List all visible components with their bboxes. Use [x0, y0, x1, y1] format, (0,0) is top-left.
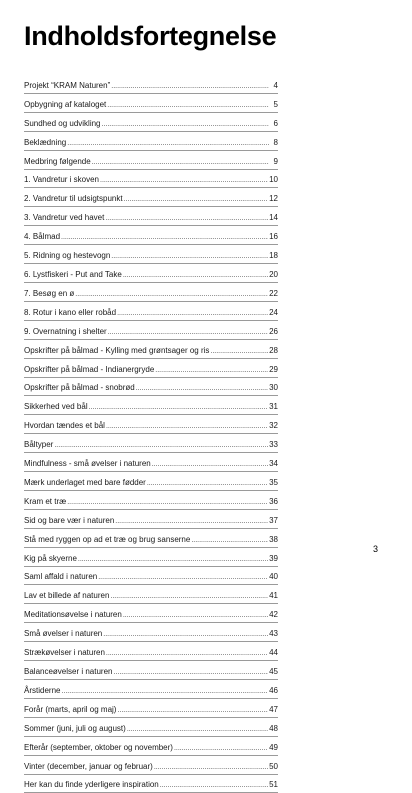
toc-entry: [24, 113, 278, 132]
toc-leader-dots: [191, 536, 268, 545]
toc-entry-label: Meditationsøvelse i naturen: [24, 610, 122, 620]
toc-leader-dots: [78, 555, 268, 564]
toc-entry-page: 9: [273, 156, 278, 166]
toc-entry-label: Stå med ryggen op ad et træ og brug sanserne: [24, 534, 191, 544]
toc-leader-dots: [154, 763, 268, 772]
toc-entry: [24, 775, 278, 793]
toc-entry-page: 50: [269, 761, 278, 771]
toc-entry-page: 46: [269, 685, 278, 695]
toc-entry-page: 20: [269, 269, 278, 279]
toc-entry-page: 8: [273, 137, 278, 147]
toc-entry-page: 44: [269, 648, 278, 658]
toc-entry-page: 14: [269, 213, 278, 223]
toc-entry-page: 33: [269, 440, 278, 450]
toc-entry-label: Projekt “KRAM Naturen”: [24, 80, 111, 90]
toc-leader-dots: [123, 271, 268, 280]
toc-entry: [24, 472, 278, 491]
toc-leader-dots: [106, 422, 268, 431]
page-number: 3: [373, 544, 379, 554]
toc-entry-page: 34: [269, 459, 278, 469]
toc-entry-label: Opskrifter på bålmad - snobrød: [24, 383, 135, 393]
toc-entry: [24, 132, 278, 151]
toc-entry: [24, 434, 278, 453]
toc-entry: [24, 585, 278, 604]
toc-entry-label: 7. Besøg en ø: [24, 288, 75, 298]
toc-leader-dots: [100, 176, 268, 185]
toc-entry: [24, 567, 278, 586]
toc-entry-label: Medbring følgende: [24, 156, 91, 166]
toc-entry: [24, 453, 278, 472]
toc-entry-page: 10: [269, 175, 278, 185]
toc-entry: [24, 340, 278, 359]
toc-entry: [24, 264, 278, 283]
toc-entry-page: 22: [269, 288, 278, 298]
toc-entry: [24, 359, 278, 378]
toc-entry-page: 26: [269, 326, 278, 336]
toc-entry-page: 41: [269, 591, 278, 601]
toc-entry: [24, 642, 278, 661]
toc-entry-label: 8. Rotur i kano eller robåd: [24, 307, 117, 317]
toc-entry: [24, 699, 278, 718]
toc-entry-label: 9. Overnatning i shelter: [24, 326, 107, 336]
toc-entry-page: 31: [269, 402, 278, 412]
toc-entry-label: Små øvelser i naturen: [24, 629, 103, 639]
toc-leader-dots: [61, 687, 268, 696]
toc-entry-label: Balanceøvelser i naturen: [24, 667, 113, 676]
toc-leader-dots: [124, 195, 269, 204]
toc-entry-label: Opbygning af kataloget: [24, 99, 107, 109]
toc-entry: [24, 245, 278, 264]
toc-leader-dots: [61, 233, 268, 242]
toc-entry-page: 24: [269, 307, 278, 317]
toc-leader-dots: [67, 498, 268, 507]
toc-entry-label: Båltyper: [24, 440, 54, 450]
toc-entry-label: Sid og bare vær i naturen: [24, 515, 115, 525]
toc-leader-dots: [105, 214, 268, 223]
toc-entry-page: 47: [269, 704, 278, 714]
toc-entry: [24, 378, 278, 397]
toc-entry-label: 2. Vandretur til udsigtspunkt: [24, 194, 123, 204]
toc-entry-page: 43: [269, 629, 278, 639]
toc-entry: [24, 680, 278, 699]
toc-leader-dots: [155, 366, 268, 375]
toc-entry-page: 29: [269, 364, 278, 374]
toc-leader-dots: [117, 309, 268, 318]
toc-leader-dots: [98, 573, 268, 582]
toc-leader-dots: [110, 592, 268, 601]
toc-entry-label: Lav et billede af naturen: [24, 591, 110, 601]
table-of-contents: [24, 75, 278, 793]
toc-entry: [24, 207, 278, 226]
toc-entry-page: 5: [273, 99, 278, 109]
toc-entry: [24, 491, 278, 510]
toc-leader-dots: [107, 101, 269, 110]
toc-entry-page: 38: [269, 534, 278, 544]
toc-entry-page: 51: [269, 780, 278, 790]
toc-leader-dots: [92, 158, 269, 167]
toc-entry-page: 35: [269, 477, 278, 487]
toc-entry: [24, 226, 278, 245]
toc-leader-dots: [102, 120, 269, 129]
toc-entry: [24, 188, 278, 207]
toc-leader-dots: [136, 384, 268, 393]
toc-entry-page: 48: [269, 723, 278, 733]
page-title: Indholdsfortegnelse: [24, 21, 277, 51]
toc-entry-page: 45: [269, 667, 278, 676]
toc-leader-dots: [123, 611, 268, 620]
toc-entry: [24, 170, 278, 189]
toc-leader-dots: [160, 781, 268, 790]
toc-entry-page: 12: [269, 194, 278, 204]
toc-entry-page: 40: [269, 572, 278, 582]
toc-leader-dots: [115, 517, 268, 526]
toc-leader-dots: [103, 630, 268, 639]
toc-leader-dots: [67, 139, 269, 148]
toc-entry-page: 6: [273, 118, 278, 128]
toc-entry: [24, 510, 278, 529]
toc-entry: [24, 415, 278, 434]
toc-entry-page: 16: [269, 232, 278, 242]
toc-entry-page: 49: [269, 742, 278, 752]
toc-entry: [24, 756, 278, 775]
toc-leader-dots: [111, 252, 268, 261]
toc-leader-dots: [147, 479, 268, 488]
toc-entry-label: Vinter (december, januar og februar): [24, 761, 153, 771]
toc-entry-label: Hvordan tændes et bål: [24, 421, 105, 431]
toc-leader-dots: [75, 290, 268, 299]
toc-entry-label: Kram et træ: [24, 496, 67, 506]
toc-entry-page: 18: [269, 251, 278, 261]
toc-leader-dots: [152, 460, 268, 469]
toc-entry: [24, 718, 278, 737]
toc-entry-label: Opskrifter på bålmad - Kylling med grøntsager og ris: [24, 345, 210, 355]
toc-entry: [24, 321, 278, 340]
toc-entry-label: 5. Ridning og hestevogn: [24, 251, 111, 261]
toc-entry: [24, 661, 278, 680]
toc-entry-label: Mærk underlaget med bare fødder: [24, 477, 146, 487]
toc-entry-label: Efterår (september, oktober og november): [24, 742, 173, 752]
toc-entry-page: 39: [269, 553, 278, 563]
toc-entry-label: Forår (marts, april og maj): [24, 704, 117, 714]
toc-leader-dots: [54, 441, 268, 450]
toc-entry-page: 42: [269, 610, 278, 620]
toc-entry-page: 28: [269, 345, 278, 355]
toc-entry-label: Opskrifter på bålmad - Indianergryde: [24, 364, 155, 374]
toc-leader-dots: [111, 82, 269, 91]
toc-leader-dots: [127, 725, 268, 734]
toc-entry-label: 3. Vandretur ved havet: [24, 213, 105, 223]
toc-entry-page: 36: [269, 496, 278, 506]
toc-entry: [24, 75, 278, 94]
toc-leader-dots: [174, 744, 268, 753]
toc-entry: [24, 623, 278, 642]
toc-entry: [24, 151, 278, 170]
toc-entry: [24, 604, 278, 623]
toc-leader-dots: [114, 668, 269, 677]
toc-entry-label: Årstiderne: [24, 685, 61, 695]
toc-leader-dots: [89, 403, 269, 412]
toc-entry-label: Sikkerhed ved bål: [24, 402, 88, 412]
toc-leader-dots: [210, 347, 268, 356]
toc-entry-label: Kig på skyerne: [24, 553, 77, 563]
toc-leader-dots: [117, 706, 268, 715]
toc-entry-page: 30: [269, 383, 278, 393]
toc-entry-label: Beklædning: [24, 137, 67, 147]
toc-leader-dots: [106, 649, 268, 658]
toc-entry-label: Saml affald i naturen: [24, 572, 98, 582]
toc-entry-page: 32: [269, 421, 278, 431]
toc-entry-label: 1. Vandretur i skoven: [24, 175, 100, 185]
toc-entry-page: 37: [269, 515, 278, 525]
toc-entry: [24, 529, 278, 548]
toc-entry-label: Her kan du finde yderligere inspiration: [24, 780, 159, 790]
toc-leader-dots: [108, 328, 268, 337]
toc-entry-label: 4. Bålmad: [24, 232, 61, 242]
toc-entry-page: 4: [273, 80, 278, 90]
toc-entry-label: Strækøvelser i naturen: [24, 648, 105, 658]
toc-entry-label: 6. Lystfiskeri - Put and Take: [24, 269, 122, 279]
toc-entry-label: Sommer (juni, juli og august): [24, 723, 126, 733]
toc-entry: [24, 94, 278, 113]
toc-entry: [24, 737, 278, 756]
toc-entry-label: Mindfulness - små øvelser i naturen: [24, 459, 151, 469]
toc-entry-label: Sundhed og udvikling: [24, 118, 101, 128]
toc-entry: [24, 548, 278, 567]
toc-entry: [24, 283, 278, 302]
toc-entry: [24, 302, 278, 321]
toc-entry: [24, 396, 278, 415]
